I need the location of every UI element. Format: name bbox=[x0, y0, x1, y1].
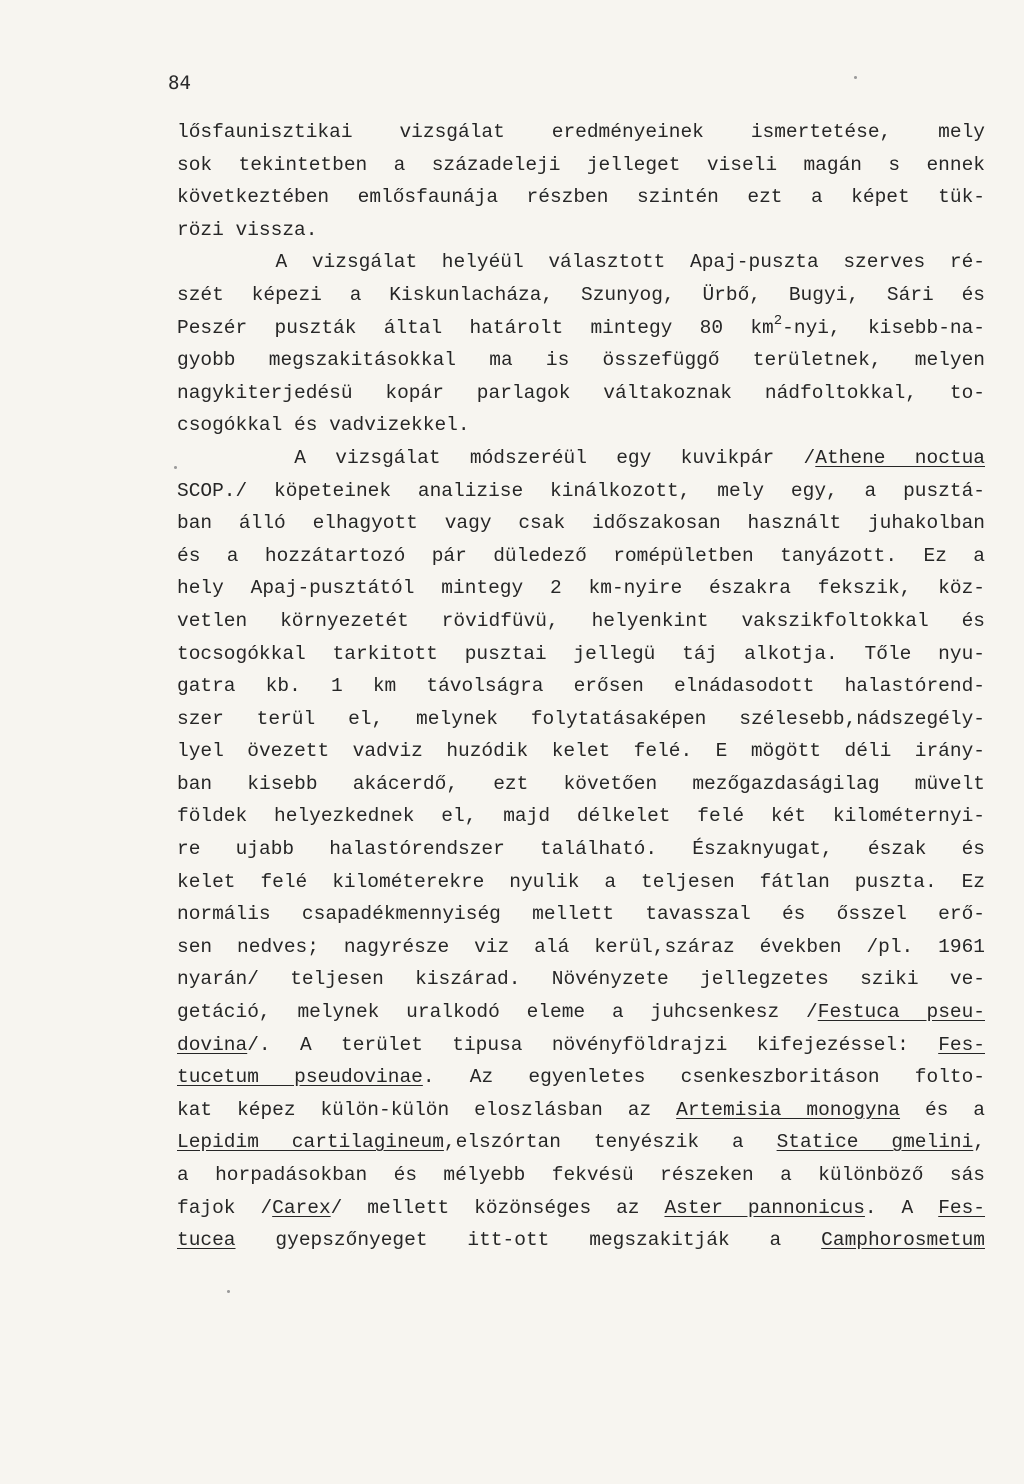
text-segment: földek helyezkednek el, majd délkelet felé két kilométernyi- bbox=[177, 805, 985, 828]
text-segment: getáció, melynek uralkodó eleme a juhcsenkesz / bbox=[177, 1001, 818, 1024]
species-name: Athene noctua bbox=[815, 446, 985, 469]
text-segment: SCOP./ köpeteinek analizise kinálkozott, mely egy, a pusztá- bbox=[177, 479, 985, 502]
text-line bbox=[177, 800, 985, 833]
text-segment: a horpadásokban és mélyebb fekvésü részeken a különböző sás bbox=[177, 1164, 985, 1186]
text-segment: A vizsgálat helyéül választott Apaj-puszta szerves ré- bbox=[177, 251, 985, 274]
text-segment: ,elszórtan tenyészik a bbox=[443, 1131, 777, 1154]
text-line bbox=[177, 1192, 985, 1225]
text-segment: ban álló elhagyott vagy csak időszakosan használt juhakolban bbox=[177, 512, 985, 535]
species-name: tucea bbox=[177, 1229, 236, 1252]
text-segment: kat képez külön-külön eloszlásban az bbox=[177, 1098, 677, 1121]
text-line bbox=[177, 246, 985, 279]
text-segment: fajok / bbox=[177, 1196, 273, 1219]
text-segment: vetlen környezetét rövidfüvü, helyenkint vakszikfoltokkal és bbox=[177, 609, 985, 632]
text-line bbox=[177, 898, 985, 931]
page-number: 84 bbox=[168, 72, 191, 94]
text-segment: re ujabb halastórendszer található. Északnyugat, észak és bbox=[177, 838, 985, 861]
text-line bbox=[177, 475, 985, 508]
text-line bbox=[177, 735, 985, 768]
text-line bbox=[177, 377, 985, 410]
species-name: Lepidim cartilagineum bbox=[177, 1131, 444, 1154]
text-segment: nyarán/ teljesen kiszárad. Növényzete jellegzetes sziki ve- bbox=[177, 968, 985, 991]
species-name: Statice gmelini bbox=[776, 1131, 974, 1154]
species-name: Carex bbox=[272, 1196, 331, 1219]
species-name: Fes- bbox=[938, 1196, 986, 1219]
text-line bbox=[177, 116, 985, 149]
text-segment: gatra kb. 1 km távolságra erősen elnádasodott halastórend- bbox=[177, 675, 985, 698]
text-line bbox=[177, 181, 985, 214]
text-segment: csogókkal és vadvizekkel. bbox=[177, 414, 470, 437]
text-line bbox=[177, 670, 985, 703]
text-line bbox=[177, 931, 985, 964]
text-segment: / mellett közönséges az bbox=[330, 1196, 665, 1219]
text-segment: gyepszőnyeget itt-ott megszakitják a bbox=[235, 1229, 822, 1252]
text-segment: sok tekintetben a századeleji jelleget viseli magán s ennek bbox=[177, 153, 985, 176]
text-line bbox=[177, 312, 985, 345]
text-line bbox=[177, 214, 985, 247]
text-line bbox=[177, 279, 985, 312]
text-segment: ban kisebb akácerdő, ezt követően mezőgazdaságilag müvelt bbox=[177, 772, 985, 795]
text-line bbox=[177, 1159, 985, 1192]
text-segment: Peszér puszták által határolt mintegy 80 km bbox=[177, 316, 774, 339]
text-line bbox=[177, 963, 985, 996]
species-name: Fes- bbox=[938, 1033, 985, 1056]
text-segment: és a hozzátartozó pár düledező romépületben tanyázott. Ez a bbox=[177, 544, 985, 567]
text-segment: szét képezi a Kiskunlacháza, Szunyog, Ürbő, Bugyi, Sári és bbox=[177, 283, 985, 306]
species-name: Camphorosmetum bbox=[821, 1229, 985, 1252]
text-segment: tocsogókkal tarkitott pusztai jellegü táj alkotja. Tőle nyu- bbox=[177, 642, 985, 665]
text-segment: gyobb megszakitásokkal ma is összefüggő területnek, melyen bbox=[177, 349, 985, 372]
text-line bbox=[177, 149, 985, 182]
body-text bbox=[177, 116, 985, 1257]
paper-speck bbox=[174, 466, 177, 469]
paper-speck bbox=[227, 1290, 230, 1293]
species-name: dovina bbox=[177, 1033, 248, 1056]
text-line bbox=[177, 866, 985, 899]
text-segment: nagykiterjedésü kopár parlagok váltakoznak nádfoltokkal, to- bbox=[177, 381, 985, 404]
species-name: Festuca pseu- bbox=[817, 1001, 985, 1024]
text-segment: szer terül el, melynek folytatásaképen szélesebb,nádszegély- bbox=[177, 707, 985, 730]
text-segment: lyel övezett vadviz huzódik kelet felé. E mögött déli irány- bbox=[177, 740, 985, 763]
text-segment: és a bbox=[900, 1098, 985, 1121]
text-line bbox=[177, 344, 985, 377]
text-segment: A vizsgálat módszeréül egy kuvikpár / bbox=[177, 446, 816, 469]
text-line bbox=[177, 572, 985, 605]
text-segment: sen nedves; nagyrésze viz alá kerül,száraz években /pl. 1961 bbox=[177, 935, 985, 958]
text-segment: lősfaunisztikai vizsgálat eredményeinek ismertetése, mely bbox=[177, 121, 985, 143]
text-line bbox=[177, 409, 985, 442]
text-segment: . Az egyenletes csenkeszboritáson folto- bbox=[422, 1066, 985, 1089]
text-line bbox=[177, 442, 985, 475]
text-line bbox=[177, 996, 985, 1029]
text-line bbox=[177, 833, 985, 866]
text-line bbox=[177, 1094, 985, 1127]
text-line bbox=[177, 703, 985, 736]
text-line bbox=[177, 768, 985, 801]
species-name: Aster pannonicus bbox=[664, 1196, 865, 1219]
text-line bbox=[177, 1126, 985, 1159]
paper-speck bbox=[854, 76, 857, 79]
text-segment: , bbox=[973, 1131, 985, 1154]
text-segment: /. A terület tipusa növényföldrajzi kifejezéssel: bbox=[247, 1033, 939, 1056]
text-line bbox=[177, 1061, 985, 1094]
superscript: 2 bbox=[773, 312, 783, 329]
text-line bbox=[177, 638, 985, 671]
text-segment: kelet felé kilométerekre nyulik a teljesen fátlan puszta. Ez bbox=[177, 870, 985, 893]
text-segment: következtében emlősfaunája részben szintén ezt a képet tük- bbox=[177, 186, 985, 209]
text-line bbox=[177, 507, 985, 540]
text-segment: normális csapadékmennyiség mellett tavasszal és ősszel erő- bbox=[177, 903, 985, 926]
text-segment: hely Apaj-pusztától mintegy 2 km-nyire északra fekszik, köz- bbox=[177, 577, 985, 600]
text-line bbox=[177, 1029, 985, 1062]
text-segment: -nyi, kisebb-na- bbox=[782, 316, 985, 339]
text-line bbox=[177, 540, 985, 573]
text-segment: rözi vissza. bbox=[177, 218, 318, 241]
species-name: Artemisia monogyna bbox=[676, 1098, 901, 1121]
species-name: tucetum pseudovinae bbox=[177, 1066, 423, 1089]
text-line bbox=[177, 1224, 985, 1257]
text-line bbox=[177, 605, 985, 638]
text-segment: . A bbox=[864, 1196, 939, 1219]
